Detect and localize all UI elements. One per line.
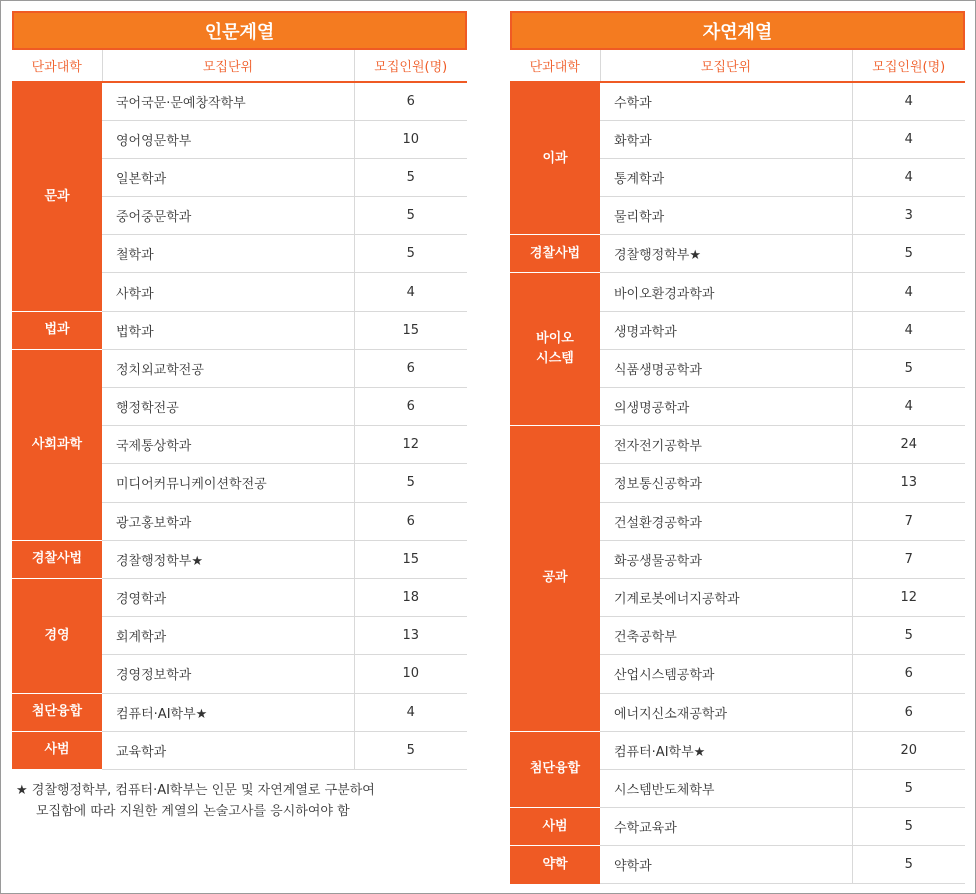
table-row [12, 540, 467, 578]
count-cell: 12 [852, 578, 965, 616]
unit-cell: 사학과 [102, 273, 354, 311]
humanities-table [12, 50, 467, 770]
count-cell: 10 [354, 120, 467, 158]
college-cell: 사범 [12, 731, 102, 769]
footnote [16, 780, 375, 822]
count-cell: 6 [354, 82, 467, 120]
count-cell: 6 [354, 502, 467, 540]
table-row [510, 846, 965, 884]
sciences-body [510, 82, 965, 884]
college-cell: 법과 [12, 311, 102, 349]
header-college: 단과대학 [12, 50, 102, 82]
college-cell: 바이오 시스템 [510, 273, 600, 426]
college-cell: 경찰사법 [12, 540, 102, 578]
count-cell: 6 [852, 655, 965, 693]
count-cell: 4 [852, 158, 965, 196]
unit-cell: 약학과 [600, 846, 852, 884]
count-cell: 13 [852, 464, 965, 502]
unit-cell: 철학과 [102, 235, 354, 273]
college-cell: 공과 [510, 426, 600, 732]
header-unit: 모집단위 [102, 50, 354, 82]
table-row [510, 731, 965, 769]
unit-cell: 광고홍보학과 [102, 502, 354, 540]
count-cell: 7 [852, 540, 965, 578]
count-cell: 3 [852, 197, 965, 235]
table-row [510, 235, 965, 273]
count-cell: 5 [354, 158, 467, 196]
unit-cell: 수학교육과 [600, 808, 852, 846]
count-cell: 4 [852, 388, 965, 426]
unit-cell: 국어국문·문예창작학부 [102, 82, 354, 120]
count-cell: 5 [354, 235, 467, 273]
unit-cell: 식품생명공학과 [600, 349, 852, 387]
unit-cell: 컴퓨터·AI학부★ [600, 731, 852, 769]
header-unit: 모집단위 [600, 50, 852, 82]
count-cell: 18 [354, 578, 467, 616]
unit-cell: 수학과 [600, 82, 852, 120]
count-cell: 5 [354, 731, 467, 769]
count-cell: 20 [852, 731, 965, 769]
unit-cell: 통계학과 [600, 158, 852, 196]
count-cell: 6 [354, 349, 467, 387]
count-cell: 5 [852, 349, 965, 387]
unit-cell: 건축공학부 [600, 617, 852, 655]
count-cell: 5 [852, 808, 965, 846]
unit-cell: 영어영문학부 [102, 120, 354, 158]
count-cell: 15 [354, 540, 467, 578]
unit-cell: 교육학과 [102, 731, 354, 769]
footnote-line-1: ★ 경찰행정학부, 컴퓨터·AI학부는 인문 및 자연계열로 구분하여 [16, 783, 375, 798]
humanities-panel [12, 11, 467, 770]
table-row [510, 426, 965, 464]
unit-cell: 바이오환경과학과 [600, 273, 852, 311]
humanities-title: 인문계열 [12, 11, 467, 50]
college-cell: 사회과학 [12, 349, 102, 540]
count-cell: 15 [354, 311, 467, 349]
count-cell: 4 [852, 120, 965, 158]
unit-cell: 법학과 [102, 311, 354, 349]
unit-cell: 정보통신공학과 [600, 464, 852, 502]
unit-cell: 건설환경공학과 [600, 502, 852, 540]
unit-cell: 컴퓨터·AI학부★ [102, 693, 354, 731]
header-college: 단과대학 [510, 50, 600, 82]
count-cell: 6 [354, 388, 467, 426]
count-cell: 5 [852, 617, 965, 655]
unit-cell: 전자전기공학부 [600, 426, 852, 464]
unit-cell: 회계학과 [102, 617, 354, 655]
count-cell: 5 [354, 464, 467, 502]
humanities-body [12, 82, 467, 769]
count-cell: 24 [852, 426, 965, 464]
college-cell: 경찰사법 [510, 235, 600, 273]
count-cell: 10 [354, 655, 467, 693]
table-row [12, 731, 467, 769]
count-cell: 12 [354, 426, 467, 464]
unit-cell: 행정학전공 [102, 388, 354, 426]
unit-cell: 경찰행정학부★ [102, 540, 354, 578]
unit-cell: 산업시스템공학과 [600, 655, 852, 693]
college-cell: 문과 [12, 82, 102, 311]
header-count: 모집인원(명) [852, 50, 965, 82]
table-row [12, 349, 467, 387]
count-cell: 4 [852, 82, 965, 120]
footnote-line-2: 모집함에 따라 지원한 계열의 논술고사를 응시하여야 함 [36, 804, 350, 819]
sciences-table [510, 50, 965, 884]
college-cell: 사범 [510, 808, 600, 846]
unit-cell: 경영정보학과 [102, 655, 354, 693]
college-cell: 첨단융합 [510, 731, 600, 807]
count-cell: 5 [354, 197, 467, 235]
unit-cell: 국제통상학과 [102, 426, 354, 464]
unit-cell: 물리학과 [600, 197, 852, 235]
unit-cell: 화학과 [600, 120, 852, 158]
college-cell: 약학 [510, 846, 600, 884]
table-row [12, 82, 467, 120]
count-cell: 4 [354, 273, 467, 311]
unit-cell: 경찰행정학부★ [600, 235, 852, 273]
sciences-header-row [510, 50, 965, 82]
humanities-header-row [12, 50, 467, 82]
count-cell: 5 [852, 846, 965, 884]
unit-cell: 에너지신소재공학과 [600, 693, 852, 731]
count-cell: 13 [354, 617, 467, 655]
table-row [510, 82, 965, 120]
count-cell: 6 [852, 693, 965, 731]
table-row [12, 578, 467, 616]
unit-cell: 미디어커뮤니케이션학전공 [102, 464, 354, 502]
college-cell: 경영 [12, 578, 102, 693]
table-row [510, 808, 965, 846]
table-row [510, 273, 965, 311]
unit-cell: 중어중문학과 [102, 197, 354, 235]
count-cell: 4 [852, 273, 965, 311]
unit-cell: 생명과학과 [600, 311, 852, 349]
header-count: 모집인원(명) [354, 50, 467, 82]
college-cell: 이과 [510, 82, 600, 235]
table-row [12, 311, 467, 349]
unit-cell: 기계로봇에너지공학과 [600, 578, 852, 616]
count-cell: 7 [852, 502, 965, 540]
unit-cell: 경영학과 [102, 578, 354, 616]
count-cell: 4 [354, 693, 467, 731]
sciences-title: 자연계열 [510, 11, 965, 50]
unit-cell: 시스템반도체학부 [600, 769, 852, 807]
count-cell: 4 [852, 311, 965, 349]
unit-cell: 화공생물공학과 [600, 540, 852, 578]
count-cell: 5 [852, 769, 965, 807]
unit-cell: 정치외교학전공 [102, 349, 354, 387]
count-cell: 5 [852, 235, 965, 273]
unit-cell: 일본학과 [102, 158, 354, 196]
college-cell: 첨단융합 [12, 693, 102, 731]
sciences-panel [510, 11, 965, 884]
table-row [12, 693, 467, 731]
unit-cell: 의생명공학과 [600, 388, 852, 426]
